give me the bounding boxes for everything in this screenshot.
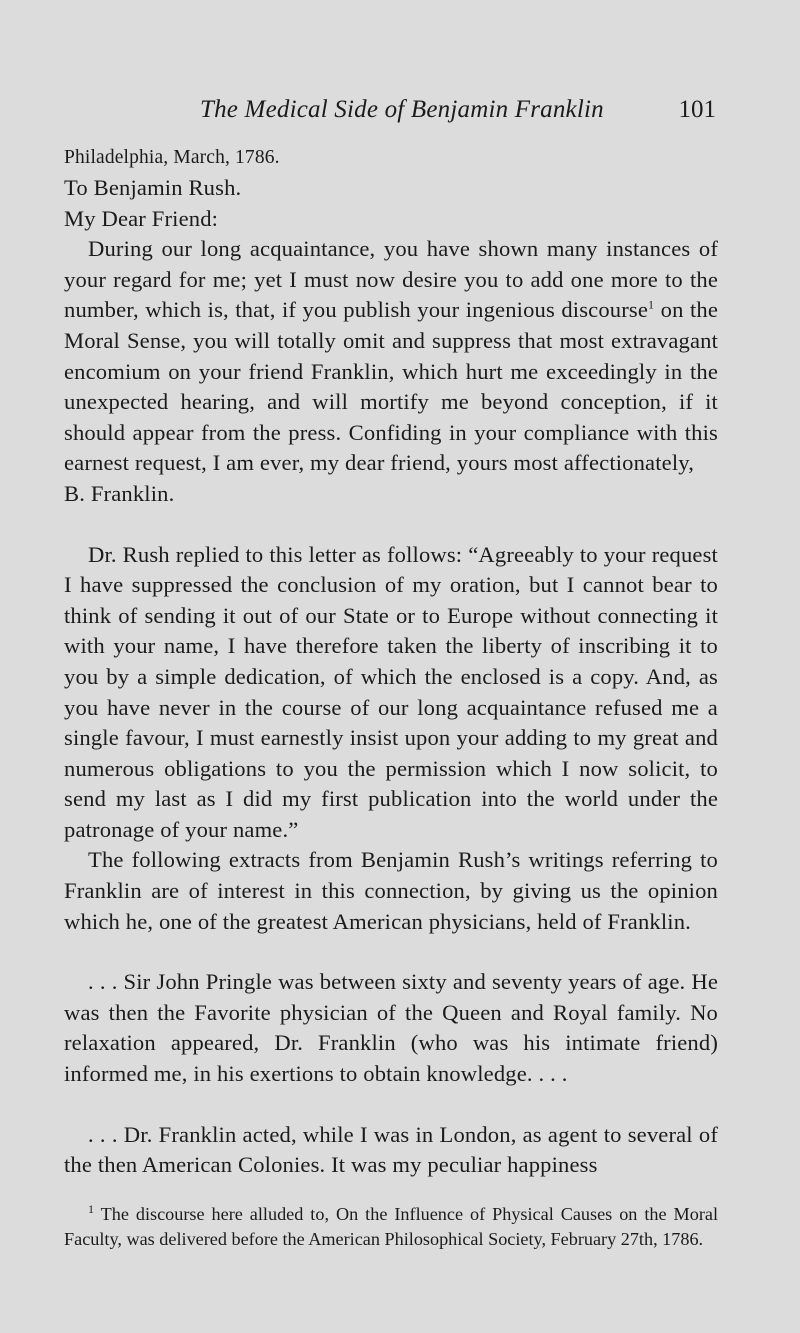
letter-body-part-2: on the Moral Sense, you will totally omit and suppress that most extravagant encomium on your friend Franklin, which hurt me exceedingly in the unexpected hearing, and will mortify me beyond conception, if it should appear from the press. Confiding in your compliance with this earnest request, I am ever, my dear friend, yours most affectionately,: [64, 297, 718, 476]
body-text: [64, 143, 718, 1181]
footnote-reference: 1: [648, 297, 655, 312]
letter-salutation: My Dear Friend:: [64, 205, 219, 231]
letter-addressee: To Benjamin Rush.: [64, 175, 242, 200]
running-title: The Medical Side of Benjamin Franklin: [200, 96, 604, 123]
letter-signature: B. Franklin.: [64, 480, 175, 506]
paragraph-rush-reply: Dr. Rush replied to this letter as follows: “Agreeably to your request I have suppressed the conclusion of my oration, but I cannot bear to think of sending it out of our State or to Europe without connecting it with your name, I have therefore taken the liberty of inscribing it to you by a simple dedication, of which the enclosed is a copy. And, as you have never in the course of our long acquaintance refused me a single favour, I must earnestly insist upon your adding to my great and numerous obligations to you the permission which I now solicit, to send my last as I did my first publication into the world under the patronage of your name.”: [64, 541, 718, 842]
letter-body-part-1: During our long acquaintance, you have shown many instances of your regard for me; yet I must now desire you to add one more to the number, which is, that, if you publish your ingenious discourse: [64, 236, 718, 323]
paragraph-pringle-extract: . . . Sir John Pringle was between sixty and seventy years of age. He was then the Favorite physician of the Queen and Royal family. No relaxation appeared, Dr. Franklin (who was his intimate friend) informed me, in his exertions to obtain knowledge. . . .: [64, 969, 718, 1087]
paragraph-london-extract: . . . Dr. Franklin acted, while I was in London, as agent to several of the then American Colonies. It was my peculiar happiness: [64, 1121, 718, 1178]
page-header: [0, 96, 800, 136]
page-number: 101: [678, 96, 716, 123]
footnote-marker: 1: [88, 1201, 94, 1216]
letter-body: [64, 234, 718, 479]
letter-dateline: Philadelphia, March, 1786.: [64, 147, 280, 168]
paragraph-extracts-intro: The following extracts from Benjamin Rush’s writings referring to Franklin are of interest in this connection, by giving us the opinion which he, one of the greatest American physicians, held of Franklin.: [64, 847, 718, 934]
footnote-text: The discourse here alluded to, On the Influence of Physical Causes on the Moral Faculty, was delivered before the American Philosophical Society, February 27th, 1786.: [64, 1204, 718, 1249]
footnote: [64, 1202, 718, 1251]
